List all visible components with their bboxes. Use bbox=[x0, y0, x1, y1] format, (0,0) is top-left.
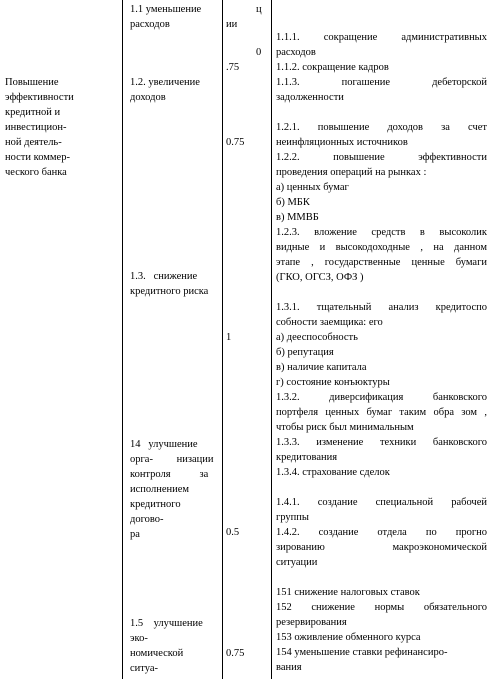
measure-line: собности заемщика: его bbox=[276, 317, 383, 328]
measure-line: 151 снижение налоговых ставок bbox=[276, 587, 420, 598]
goal-line: Повышение bbox=[5, 77, 59, 88]
measure-line: 1.1.2. сокращение кадров bbox=[276, 62, 389, 73]
measure-line: 1.1.3. погашение дебеторской bbox=[276, 77, 487, 88]
goal-line: инвестицион- bbox=[5, 122, 67, 133]
measure-line: 1.4.1. создание специальной рабочей bbox=[276, 497, 487, 508]
measure-line: неинфляционных источников bbox=[276, 137, 408, 148]
subgoal-line: орга- низации bbox=[130, 454, 214, 465]
subgoal-line: 1.5 улучшение bbox=[130, 618, 203, 629]
goal-line: ности коммер- bbox=[5, 152, 70, 163]
measure-line: 1.3.2. диверсификация банковского bbox=[276, 392, 487, 403]
subgoal-line: исполнением bbox=[130, 484, 190, 495]
subgoal-line: контроля за bbox=[130, 469, 209, 480]
measure-line: задолженности bbox=[276, 92, 344, 103]
measure-line: 1.3.1. тщательный анализ кредитоспо bbox=[276, 302, 487, 313]
subgoal-line: ситуа- bbox=[130, 663, 158, 674]
subgoal-line: эко- bbox=[130, 633, 148, 644]
subgoal-line: номической bbox=[130, 648, 184, 659]
measure-line: расходов bbox=[276, 47, 316, 58]
measure-line: 1.1.1. сокращение административных bbox=[276, 32, 487, 43]
measure-line: а) ценных бумаг bbox=[276, 182, 349, 193]
measure-line: группы bbox=[276, 512, 309, 523]
weight-value: .75 bbox=[226, 62, 240, 73]
subgoal-line: 1.1 уменьшение bbox=[130, 4, 202, 15]
subgoal-line: 1.3. снижение bbox=[130, 271, 198, 282]
measure-line: резервирования bbox=[276, 617, 347, 628]
measure-line: 1.2.2. повышение эффективности bbox=[276, 152, 487, 163]
measure-line: г) состояние конъюктуры bbox=[276, 377, 390, 388]
column-divider-1 bbox=[122, 0, 123, 679]
measure-line: в) наличие капитала bbox=[276, 362, 367, 373]
measure-line: портфеля ценных бумаг таким обра зом , bbox=[276, 407, 487, 418]
measure-line: 1.2.1. повышение доходов за счет bbox=[276, 122, 487, 133]
subgoal-line: догово- bbox=[130, 514, 164, 525]
subgoal-line: ра bbox=[130, 529, 140, 540]
measure-line: чтобы риск был минимальным bbox=[276, 422, 414, 433]
measure-line: 153 оживление обменного курса bbox=[276, 632, 421, 643]
measure-line: 1.4.2. создание отдела по прогно bbox=[276, 527, 487, 538]
measure-line: (ГКО, ОГСЗ, ОФЗ ) bbox=[276, 272, 364, 283]
subgoal-line: кредитного риска bbox=[130, 286, 209, 297]
measure-line: зированию макроэкономической bbox=[276, 542, 487, 553]
measure-line: 1.3.4. страхование сделок bbox=[276, 467, 390, 478]
subgoal-line: расходов bbox=[130, 19, 170, 30]
measure-line: б) МБК bbox=[276, 197, 310, 208]
weight-value: 0.75 bbox=[226, 137, 245, 148]
measure-line: б) репутация bbox=[276, 347, 334, 358]
subgoal-line: 14 улучшение bbox=[130, 439, 198, 450]
measure-line: кредитования bbox=[276, 452, 338, 463]
goal-line: кредитной и bbox=[5, 107, 61, 118]
weight-header-line: ии bbox=[226, 19, 238, 30]
column-divider-2 bbox=[222, 0, 223, 679]
subgoal-line: кредитного bbox=[130, 499, 181, 510]
weight-header-line: ц bbox=[256, 4, 262, 15]
measure-line: 152 снижение нормы обязательного bbox=[276, 602, 487, 613]
subgoal-line: 1.2. увеличение bbox=[130, 77, 200, 88]
measure-line: в) ММВБ bbox=[276, 212, 319, 223]
measure-line: проведения операций на рынках : bbox=[276, 167, 427, 178]
goal-line: ной деятель- bbox=[5, 137, 62, 148]
goal-line: эффективности bbox=[5, 92, 74, 103]
weight-value: 1 bbox=[226, 332, 232, 343]
measure-line: 1.3.3. изменение техники банковского bbox=[276, 437, 487, 448]
measure-line: ситуации bbox=[276, 557, 318, 568]
weight-value: 0 bbox=[256, 47, 262, 58]
measure-line: 1.2.3. вложение средств в высоколик bbox=[276, 227, 487, 238]
measure-line: этапе , государственные ценные бумаги bbox=[276, 257, 487, 268]
column-divider-3 bbox=[271, 0, 272, 679]
measure-line: вания bbox=[276, 662, 302, 673]
measure-line: 154 уменьшение ставки рефинансиро- bbox=[276, 647, 448, 658]
goal-line: ческого банка bbox=[5, 167, 67, 178]
weight-value: 0.75 bbox=[226, 648, 245, 659]
weight-value: 0.5 bbox=[226, 527, 240, 538]
subgoal-line: доходов bbox=[130, 92, 166, 103]
measure-line: видные и высокодоходные , на данном bbox=[276, 242, 487, 253]
measure-line: а) дееспособность bbox=[276, 332, 358, 343]
